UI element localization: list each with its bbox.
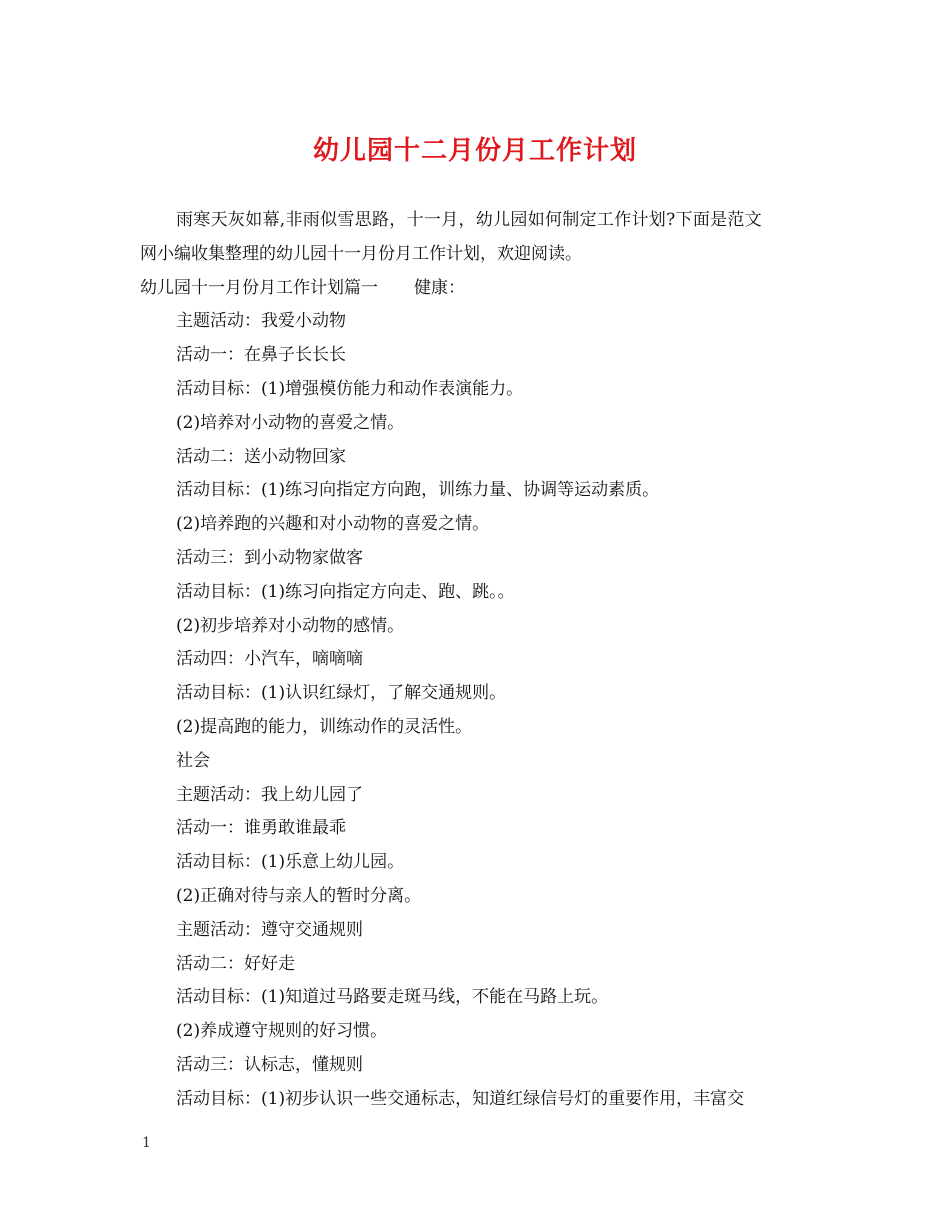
body-line: 活动三：到小动物家做客 [176, 547, 363, 568]
body-line: 活动目标：(1)初步认识一些交通标志，知道红绿信号灯的重要作用，丰富交 [176, 1088, 745, 1109]
document-body [140, 204, 820, 1117]
body-line: 活动目标：(1)乐意上幼儿园。 [176, 852, 405, 873]
body-line: 活动目标：(1)增强模仿能力和动作表演能力。 [176, 378, 524, 399]
intro-paragraph-line: 网小编收集整理的幼儿园十一月份月工作计划，欢迎阅读。 [140, 243, 582, 264]
body-line: (2)养成遵守规则的好习惯。 [176, 1021, 388, 1042]
body-line: 社会 [176, 750, 210, 771]
body-line: 活动二：送小动物回家 [176, 446, 346, 467]
body-line: 活动三：认标志，懂规则 [176, 1054, 363, 1075]
body-line: 活动目标：(1)练习向指定方向走、跑、跳。。 [176, 581, 515, 602]
body-line: (2)培养对小动物的喜爱之情。 [176, 412, 405, 433]
body-line: 主题活动：我上幼儿园了 [176, 784, 363, 805]
body-line: (2)提高跑的能力，训练动作的灵活性。 [176, 716, 473, 737]
body-line: 活动一：在鼻子长长长 [176, 345, 346, 366]
body-line: 活动一：谁勇敢谁最乖 [176, 818, 346, 839]
body-line: 活动目标：(1)认识红绿灯，了解交通规则。 [176, 683, 507, 704]
body-line: 活动二：好好走 [176, 953, 295, 974]
body-line: 活动四：小汽车，嘀嘀嘀 [176, 649, 363, 670]
section-heading: 幼儿园十一月份月工作计划篇一 [140, 277, 378, 298]
section-label: 健康： [414, 277, 465, 298]
section-heading-line [140, 272, 820, 306]
body-line: 活动目标：(1)练习向指定方向跑，训练力量、协调等运动素质。 [176, 480, 660, 501]
body-line: 主题活动：遵守交通规则 [176, 919, 363, 940]
intro-paragraph-line: 雨寒天灰如幕,非雨似雪思路，十一月，幼儿园如何制定工作计划?下面是范文 [176, 210, 763, 230]
body-line: 主题活动：我爱小动物 [176, 311, 346, 332]
page-number: 1 [142, 1135, 151, 1151]
body-line: 活动目标：(1)知道过马路要走斑马线，不能在马路上玩。 [176, 987, 609, 1008]
body-line: (2)初步培养对小动物的感情。 [176, 615, 405, 636]
body-line: (2)正确对待与亲人的暂时分离。 [176, 885, 422, 906]
document-title: 幼儿园十二月份月工作计划 [312, 136, 637, 166]
body-line: (2)培养跑的兴趣和对小动物的喜爱之情。 [176, 514, 490, 535]
